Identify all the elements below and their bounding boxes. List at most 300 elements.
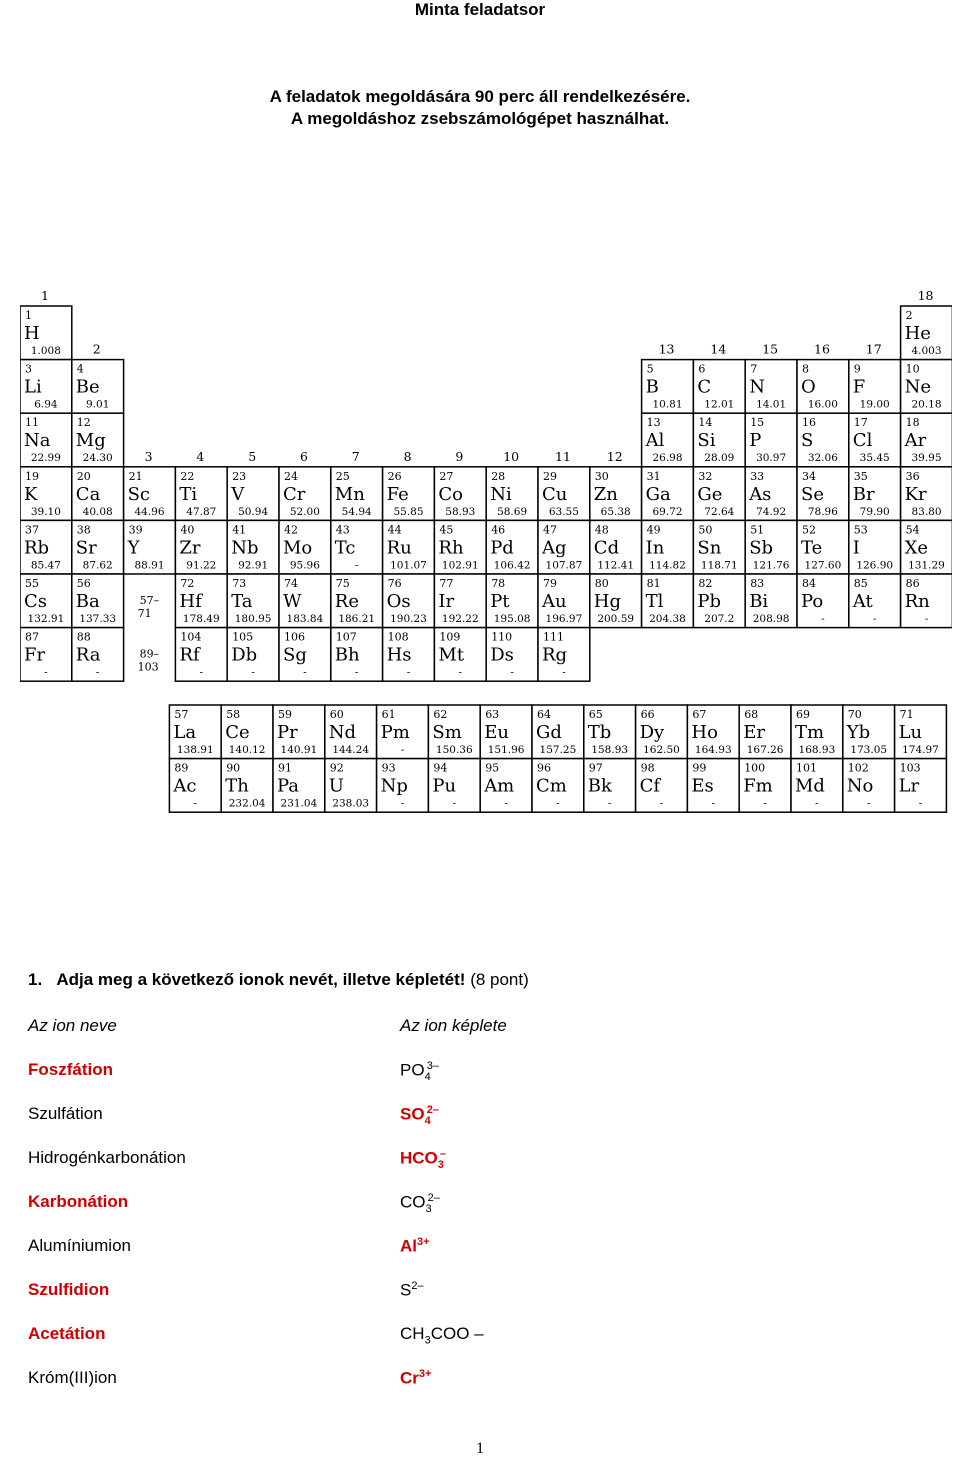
element-symbol: Au xyxy=(542,591,567,612)
element-cell-Es xyxy=(687,759,739,813)
ion-name: Szulfátion xyxy=(28,1104,103,1123)
element-symbol: Tl xyxy=(645,591,664,612)
element-symbol: Rb xyxy=(24,537,50,559)
atomic-number: 90 xyxy=(226,761,241,775)
atomic-mass: 183.84 xyxy=(286,613,324,625)
atomic-mass: 112.41 xyxy=(597,559,635,572)
element-cell-Y xyxy=(124,520,176,574)
atomic-mass: 127.60 xyxy=(804,559,842,572)
atomic-number: 45 xyxy=(439,523,454,537)
element-cell-Se xyxy=(797,467,849,521)
atomic-number: 68 xyxy=(744,708,759,721)
element-symbol: Am xyxy=(484,775,515,797)
periodic-table xyxy=(20,286,952,816)
atomic-mass: - xyxy=(406,666,411,679)
atomic-number: 54 xyxy=(905,523,920,537)
atomic-number: 77 xyxy=(439,577,454,590)
atomic-number: 30 xyxy=(594,469,609,483)
atomic-number: 72 xyxy=(180,577,195,590)
element-cell-Al xyxy=(642,413,694,467)
atomic-mass: - xyxy=(821,613,825,625)
atomic-number: 65 xyxy=(588,708,603,721)
element-symbol: Hg xyxy=(593,591,622,612)
atomic-number: 86 xyxy=(905,577,920,590)
element-cell-Re xyxy=(331,574,383,628)
atomic-number: 87 xyxy=(25,630,39,644)
atomic-mass: - xyxy=(556,797,560,810)
atomic-mass: 132.91 xyxy=(27,613,65,625)
element-cell-Ba xyxy=(72,574,124,628)
atomic-mass: 20.18 xyxy=(911,398,942,411)
atomic-mass: 196.97 xyxy=(545,613,583,625)
element-symbol: Os xyxy=(386,591,411,612)
atomic-mass: 72.64 xyxy=(704,505,735,518)
formula-charge: – xyxy=(439,1148,447,1160)
atomic-mass: 69.72 xyxy=(652,505,683,518)
atomic-mass: 39.95 xyxy=(911,452,942,465)
atomic-mass: 88.91 xyxy=(134,559,165,572)
element-symbol: Mt xyxy=(438,644,465,666)
element-symbol: Eu xyxy=(484,722,509,743)
element-symbol: P xyxy=(749,430,762,452)
atomic-number: 7 xyxy=(750,362,758,376)
element-cell-Ca xyxy=(72,467,124,521)
atomic-number: 57 xyxy=(174,708,189,721)
atomic-number: 95 xyxy=(485,761,500,775)
element-symbol: Lu xyxy=(898,722,923,743)
element-cell-I xyxy=(849,520,901,574)
atomic-number: 81 xyxy=(646,577,661,590)
ion-name: Karbonátion xyxy=(28,1192,129,1211)
atomic-mass: - xyxy=(866,797,871,810)
atomic-number: 75 xyxy=(335,577,350,590)
element-cell-Xe xyxy=(901,520,952,574)
atomic-mass: 95.96 xyxy=(289,559,320,572)
atomic-mass: 58.69 xyxy=(497,505,528,518)
atomic-number: 104 xyxy=(180,630,202,644)
atomic-mass: 140.91 xyxy=(280,744,318,756)
element-cell-Cs xyxy=(20,574,72,628)
element-cell-Pt xyxy=(486,574,538,628)
element-symbol: V xyxy=(231,483,245,505)
element-cell-Tl xyxy=(642,574,694,628)
element-cell-Er xyxy=(739,705,791,759)
atomic-mass: - xyxy=(303,666,307,679)
atomic-number: 51 xyxy=(750,523,765,537)
atomic-mass: 32.06 xyxy=(807,452,838,465)
series-placeholder: 103 xyxy=(137,660,159,674)
element-cell-Hf xyxy=(175,574,227,628)
element-symbol: Gd xyxy=(536,722,562,743)
element-cell-Mn xyxy=(331,467,383,521)
formula-charge: 3+ xyxy=(417,1236,430,1248)
atomic-number: 60 xyxy=(329,708,344,721)
task-number: 1. xyxy=(28,970,43,989)
element-cell-U xyxy=(325,759,377,813)
atomic-mass: 87.62 xyxy=(82,559,113,572)
atomic-mass: 238.03 xyxy=(332,797,370,810)
atomic-mass: 63.55 xyxy=(548,505,579,518)
atomic-mass: 16.00 xyxy=(807,398,838,411)
intro-line-1: A feladatok megoldására 90 perc áll rendelkezésére. xyxy=(269,87,691,106)
element-cell-Lu xyxy=(895,705,947,759)
atomic-mass: 101.07 xyxy=(390,559,427,572)
atomic-mass: 162.50 xyxy=(643,744,680,756)
atomic-number: 100 xyxy=(744,761,766,775)
formula-main: PO xyxy=(400,1060,425,1080)
atomic-number: 22 xyxy=(180,469,195,483)
element-symbol: Ra xyxy=(75,644,101,666)
atomic-mass: - xyxy=(251,666,255,679)
atomic-number: 69 xyxy=(796,708,810,721)
element-symbol: Te xyxy=(801,537,823,559)
atomic-number: 93 xyxy=(381,761,396,775)
atomic-mass: 92.91 xyxy=(238,559,269,572)
atomic-number: 6 xyxy=(698,362,706,376)
element-cell-Kr xyxy=(901,467,952,521)
atomic-mass: 232.04 xyxy=(228,797,266,810)
atomic-number: 18 xyxy=(905,416,920,430)
element-cell-Ra xyxy=(72,628,124,682)
element-cell-Os xyxy=(383,574,435,628)
element-symbol: Fm xyxy=(743,775,773,797)
atomic-mass: 164.93 xyxy=(694,744,732,756)
atomic-number: 74 xyxy=(284,577,298,590)
element-symbol: N xyxy=(749,376,765,398)
element-cell-Th xyxy=(221,759,273,813)
atomic-number: 58 xyxy=(226,708,241,721)
ion-formula xyxy=(400,1236,430,1257)
atomic-number: 21 xyxy=(128,469,143,483)
element-cell-Eu xyxy=(480,705,532,759)
element-cell-Tb xyxy=(584,705,636,759)
atomic-mass: 19.00 xyxy=(859,398,890,411)
formula-charge: 3– xyxy=(426,1060,439,1072)
group-label-9: 9 xyxy=(455,448,464,464)
element-symbol: Fe xyxy=(386,483,409,505)
atomic-number: 33 xyxy=(750,469,765,483)
element-symbol: Ta xyxy=(231,591,253,612)
element-cell-F xyxy=(849,360,901,414)
element-symbol: Tm xyxy=(795,722,825,743)
atomic-mass: 178.49 xyxy=(182,613,220,625)
atomic-number: 84 xyxy=(802,577,816,590)
atomic-mass: 231.04 xyxy=(280,797,318,810)
element-symbol: Ga xyxy=(645,483,671,505)
intro-line-2: A megoldáshoz zsebszámológépet használhat. xyxy=(290,109,670,128)
atomic-mass: - xyxy=(815,797,819,810)
element-symbol: K xyxy=(24,483,38,505)
atomic-mass: 106.42 xyxy=(493,559,531,572)
atomic-number: 20 xyxy=(76,469,91,483)
element-symbol: In xyxy=(645,537,665,559)
formula-main: S xyxy=(400,1280,412,1300)
atomic-mass: - xyxy=(199,666,204,679)
element-symbol: Nb xyxy=(231,537,259,559)
atomic-mass: 39.10 xyxy=(30,505,61,518)
atomic-mass: 85.47 xyxy=(30,559,61,572)
formula-subscript: 4 xyxy=(424,1071,431,1084)
element-cell-Tm xyxy=(791,705,843,759)
element-symbol: Ds xyxy=(490,644,514,666)
atomic-mass: 35.45 xyxy=(859,452,890,465)
element-symbol: Sm xyxy=(432,722,462,743)
element-cell-Sr xyxy=(72,520,124,574)
atomic-number: 98 xyxy=(640,761,655,775)
element-cell-Cm xyxy=(532,759,584,813)
atomic-mass: 1.008 xyxy=(30,345,61,357)
element-symbol: Pa xyxy=(277,775,300,797)
element-symbol: Ar xyxy=(904,430,927,452)
element-symbol: Sb xyxy=(749,537,774,559)
formula-charge: 2– xyxy=(411,1280,424,1292)
ion-formula xyxy=(400,1192,440,1215)
atomic-number: 110 xyxy=(491,630,513,644)
atomic-mass: - xyxy=(607,797,612,810)
element-cell-C xyxy=(693,360,745,414)
element-symbol: Ce xyxy=(225,722,250,743)
element-symbol: Co xyxy=(438,483,464,505)
group-label-13: 13 xyxy=(658,341,675,357)
element-cell-Ac xyxy=(169,759,221,813)
atomic-mass: 192.22 xyxy=(441,613,479,625)
atomic-number: 76 xyxy=(387,577,402,590)
atomic-mass: 30.97 xyxy=(756,452,787,465)
group-label-15: 15 xyxy=(762,341,779,357)
ion-name: Alumíniumion xyxy=(28,1236,131,1255)
element-symbol: Cr xyxy=(283,483,306,505)
element-symbol: Ge xyxy=(697,483,723,505)
element-symbol: Nd xyxy=(328,722,357,743)
element-cell-Si xyxy=(693,413,745,467)
atomic-number: 92 xyxy=(329,761,344,775)
element-cell-As xyxy=(745,467,797,521)
element-symbol: Ho xyxy=(691,722,718,743)
element-cell-Ge xyxy=(693,467,745,521)
atomic-mass: - xyxy=(400,797,405,810)
atomic-number: 106 xyxy=(284,630,305,644)
atomic-number: 67 xyxy=(692,708,707,721)
atomic-number: 61 xyxy=(381,708,396,721)
atomic-number: 49 xyxy=(646,523,661,537)
element-symbol: U xyxy=(328,775,344,797)
group-label-3: 3 xyxy=(144,448,153,464)
element-cell-He xyxy=(901,306,952,360)
element-cell-V xyxy=(227,467,279,521)
element-symbol: Ne xyxy=(904,376,932,398)
element-cell-Tc xyxy=(331,520,383,574)
element-cell-Ce xyxy=(221,705,273,759)
element-cell-Md xyxy=(791,759,843,813)
atomic-mass: - xyxy=(193,797,198,810)
atomic-mass: 12.01 xyxy=(704,398,735,411)
atomic-mass: - xyxy=(354,559,359,572)
element-symbol: Pm xyxy=(380,722,410,743)
element-cell-Ds xyxy=(486,628,538,682)
atomic-mass: 54.94 xyxy=(341,505,372,518)
group-label-2: 2 xyxy=(92,341,101,357)
element-cell-Ir xyxy=(434,574,486,628)
atomic-mass: 140.12 xyxy=(228,744,266,756)
atomic-mass: 168.93 xyxy=(798,744,836,756)
atomic-number: 1 xyxy=(25,309,32,322)
element-cell-H xyxy=(20,306,72,360)
element-symbol: Er xyxy=(743,722,765,743)
element-cell-Pu xyxy=(428,759,480,813)
element-symbol: Y xyxy=(127,537,140,559)
atomic-number: 108 xyxy=(387,630,409,644)
atomic-mass: - xyxy=(763,797,767,810)
element-cell-Na xyxy=(20,413,72,467)
formula-main: CO xyxy=(400,1192,426,1212)
element-symbol: Tc xyxy=(334,537,356,559)
ion-formula xyxy=(400,1324,484,1346)
atomic-mass: 174.97 xyxy=(902,744,939,756)
atomic-number: 56 xyxy=(76,577,91,590)
element-symbol: Rh xyxy=(438,537,464,559)
atomic-mass: 118.71 xyxy=(700,559,738,572)
atomic-number: 48 xyxy=(594,523,609,537)
atomic-number: 46 xyxy=(491,523,506,537)
atomic-mass: 138.91 xyxy=(176,744,214,756)
element-symbol: Na xyxy=(24,430,51,452)
element-cell-Ga xyxy=(642,467,694,521)
atomic-number: 102 xyxy=(847,761,869,775)
atomic-number: 10 xyxy=(905,362,920,376)
element-cell-Be xyxy=(72,360,124,414)
atomic-number: 50 xyxy=(698,523,713,537)
atomic-mass: 79.90 xyxy=(859,505,890,518)
atomic-number: 47 xyxy=(543,523,557,537)
formula-main: SO xyxy=(400,1104,425,1124)
element-symbol: W xyxy=(283,591,302,612)
element-cell-Pa xyxy=(273,759,325,813)
atomic-number: 59 xyxy=(278,708,292,721)
atomic-number: 36 xyxy=(905,469,920,483)
formula-subscript: 3 xyxy=(437,1159,444,1172)
element-cell-Rf xyxy=(175,628,227,682)
element-cell-Pd xyxy=(486,520,538,574)
group-label-4: 4 xyxy=(196,448,205,464)
element-cell-Cl xyxy=(849,413,901,467)
series-placeholder: 57– xyxy=(139,594,160,607)
element-symbol: Lr xyxy=(898,775,920,797)
element-cell-Zn xyxy=(590,467,642,521)
atomic-mass: 207.2 xyxy=(704,613,735,625)
element-cell-Yb xyxy=(843,705,895,759)
ion-name: Szulfidion xyxy=(28,1280,110,1299)
element-cell-Pm xyxy=(377,705,429,759)
atomic-mass: - xyxy=(872,613,877,625)
element-cell-Ti xyxy=(175,467,227,521)
element-symbol: Xe xyxy=(904,537,929,559)
atomic-number: 52 xyxy=(802,523,816,537)
ion-formula xyxy=(400,1368,431,1389)
atomic-number: 14 xyxy=(698,416,713,430)
element-cell-Mo xyxy=(279,520,331,574)
element-symbol: Rn xyxy=(904,591,930,612)
atomic-mass: 28.09 xyxy=(704,452,735,465)
page-number: 1 xyxy=(476,1440,484,1457)
element-cell-Db xyxy=(227,628,279,682)
element-symbol: Ni xyxy=(490,483,512,505)
atomic-mass: 173.05 xyxy=(850,744,888,756)
element-cell-O xyxy=(797,360,849,414)
element-symbol: Zr xyxy=(179,537,201,559)
atomic-number: 79 xyxy=(543,577,557,590)
element-symbol: Sc xyxy=(127,483,151,505)
atomic-mass: 6.94 xyxy=(34,398,58,411)
element-cell-S xyxy=(797,413,849,467)
atomic-mass: 167.26 xyxy=(746,744,784,756)
page-title: Minta feladatsor xyxy=(414,0,546,19)
element-symbol: Rf xyxy=(179,644,200,666)
formula-main: HCO xyxy=(400,1148,438,1168)
atomic-mass: 195.08 xyxy=(493,613,531,625)
element-symbol: Sn xyxy=(697,537,722,559)
element-symbol: Cu xyxy=(542,483,568,505)
atomic-mass: 131.29 xyxy=(908,559,945,572)
atomic-mass: - xyxy=(659,797,664,810)
formula-subscript: 4 xyxy=(424,1115,431,1128)
element-symbol: Cd xyxy=(593,537,620,559)
element-cell-Bh xyxy=(331,628,383,682)
element-cell-Co xyxy=(434,467,486,521)
atomic-number: 97 xyxy=(588,761,603,775)
element-symbol: Bi xyxy=(749,591,769,612)
element-symbol: Pb xyxy=(697,591,722,612)
atomic-number: 24 xyxy=(284,469,298,483)
element-symbol: O xyxy=(801,376,816,398)
atomic-mass: 158.93 xyxy=(591,744,629,756)
series-placeholder: 71 xyxy=(137,607,152,620)
atomic-number: 73 xyxy=(232,577,247,590)
element-cell-Ne xyxy=(901,360,952,414)
column-header-name: Az ion neve xyxy=(28,1016,117,1035)
element-cell-Po xyxy=(797,574,849,628)
element-symbol: B xyxy=(645,376,659,398)
element-symbol: Pu xyxy=(432,775,457,797)
element-cell-Ni xyxy=(486,467,538,521)
atomic-number: 70 xyxy=(847,708,862,721)
element-symbol: Ir xyxy=(438,591,455,612)
ion-name: Acetátion xyxy=(28,1324,106,1343)
atomic-number: 15 xyxy=(750,416,765,430)
element-cell-Mg xyxy=(72,413,124,467)
element-symbol: Sg xyxy=(283,644,307,666)
formula-subscript: 3 xyxy=(424,1334,431,1347)
element-symbol: Rg xyxy=(542,644,568,666)
atomic-number: 32 xyxy=(698,469,713,483)
element-cell-P xyxy=(745,413,797,467)
element-cell-Sc xyxy=(124,467,176,521)
element-cell-Sn xyxy=(693,520,745,574)
element-symbol: Li xyxy=(24,376,42,398)
atomic-number: 23 xyxy=(232,469,247,483)
element-cell-Np xyxy=(377,759,429,813)
atomic-mass: - xyxy=(452,797,457,810)
atomic-number: 38 xyxy=(76,523,91,537)
atomic-number: 105 xyxy=(232,630,254,644)
atomic-mass: - xyxy=(400,744,405,756)
atomic-mass: 126.90 xyxy=(856,559,894,572)
element-symbol: Re xyxy=(334,591,360,612)
element-symbol: Mo xyxy=(283,537,313,559)
series-placeholder: 89– xyxy=(139,647,160,661)
element-cell-Au xyxy=(538,574,590,628)
element-symbol: No xyxy=(846,775,874,797)
atomic-mass: 9.01 xyxy=(86,398,110,411)
